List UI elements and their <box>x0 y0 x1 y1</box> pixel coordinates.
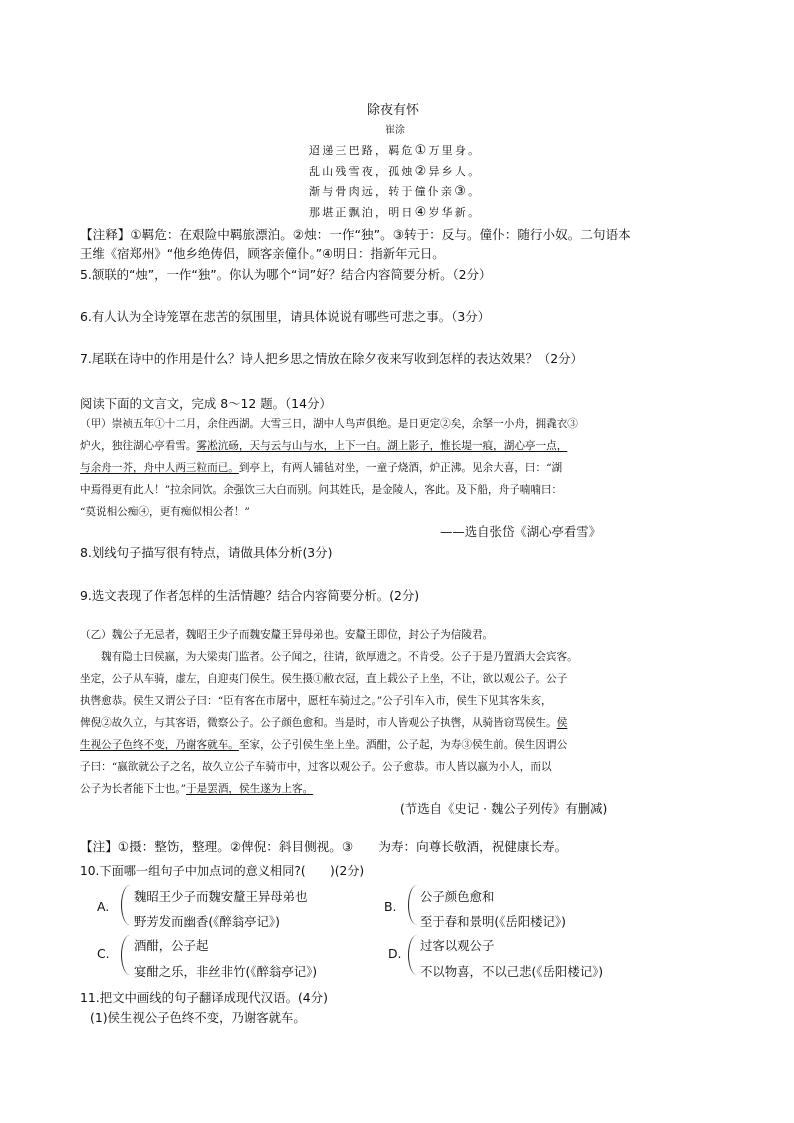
passage-b-line-5: 俾倪②故久立，与其客语，微察公子。公子颜色愈和。当是时，市人皆观公子执辔，从骑皆窃骂侯生。侯 <box>80 717 568 729</box>
brace-icon <box>408 885 418 925</box>
passage-b-line-3: 坐定，公子从车骑，虚左，自迎夷门侯生。侯生摄①敝衣冠，直上载公子上坐，不让，欲以观公子。公子 <box>80 673 568 685</box>
passage-a-line-1: （甲）崇祯五年①十二月，余住西湖。大雪三日，湖中人鸟声俱绝。是日更定②矣，余拏一小舟，拥毳衣③ <box>80 418 578 430</box>
poem-notes-line-2: 王维《宿郑州》“他乡绝俦侣，顾客亲僮仆。”④明日：指新年元日。 <box>80 246 445 261</box>
underlined-sentence: 雾凇沆砀，天与云与山与水，上下一白。湖上影子，惟长堤一痕，湖心亭一点， <box>196 440 568 452</box>
option-b-sentence-2: 至于春和景明(《岳阳楼记》) <box>420 914 566 929</box>
passage-b-line-6: 生视公子色终不变，乃谢客就车。至家，公子引侯生坐上坐。酒酣，公子起，为寿③侯生前。侯生因谓公 <box>80 739 568 751</box>
passage-a-source: ——选自张岱《湖心亭看雪》 <box>440 524 602 539</box>
poem-notes-line-1: 【注释】①羁危：在艰险中羁旅漂泊。②烛：一作“独”。③转于：反与。僮仆：随行小奴。二句语本 <box>80 227 631 242</box>
option-d-sentence-1: 过客以观公子 <box>420 938 495 953</box>
passage-b-line-7: 子曰：“嬴欲就公子之名，故久立公子车骑市中，过客以观公子。公子愈恭。市人皆以嬴为小人，而以 <box>80 761 552 773</box>
option-a-sentence-1: 魏昭王少子而魏安釐王异母弟也 <box>134 889 308 904</box>
option-a-letter: A. <box>97 899 110 914</box>
question-6: 6.有人认为全诗笼罩在悲苦的氛围里，请具体说说有哪些可悲之事。（3分） <box>80 309 491 324</box>
underlined-sentence: 侯 <box>556 717 568 729</box>
option-d-sentence-2: 不以物喜，不以己悲(《岳阳楼记》) <box>420 964 604 979</box>
underlined-sentence: 生视公子色终不变，乃谢客就车。 <box>80 739 239 751</box>
passage-b-line-2: 魏有隐士曰侯嬴，为大梁夷门监者。公子闻之，往请，欲厚遗之。不肯受。公子于是乃置酒大会宾客。 <box>101 651 578 663</box>
passage-a-line-5: “莫说相公痴④，更有痴似相公者！” <box>80 506 250 518</box>
passage-b-source: (节选自《史记 · 魏公子列传》有删减) <box>400 801 608 816</box>
option-b-sentence-1: 公子颜色愈和 <box>420 889 495 904</box>
passage-b-notes: 【注】①摄：整饬，整理。②俾倪：斜目侧视。③ 为寿：向尊长敬酒，祝健康长寿。 <box>80 839 568 854</box>
poem-title: 除夜有怀 <box>367 103 420 118</box>
option-b-letter: B. <box>384 899 397 914</box>
poem-line-4: 那堪正飘泊，明日④岁华新。 <box>309 205 482 220</box>
passage-b-line-1: （乙）魏公子无忌者，魏昭王少子而魏安釐王异母弟也。安釐王即位，封公子为信陵君。 <box>80 629 494 641</box>
passage-a-line-3: 与余舟一芥，舟中人两三粒而已。到亭上，有两人铺毡对坐，一童子烧酒，炉正沸。见余大喜，曰：“湖 <box>80 462 563 474</box>
question-11-item-1: (1)侯生视公子色终不变，乃谢客就车。 <box>90 1010 306 1025</box>
note-mark-4: ④ <box>414 205 429 220</box>
question-5: 5.颔联的“烛”，一作“独”。你认为哪个“词”好？结合内容简要分析。（2分） <box>80 267 492 282</box>
option-c-sentence-2: 宴酣之乐，非丝非竹(《醉翁亭记》) <box>134 964 318 979</box>
brace-icon <box>121 935 131 975</box>
passage-b-line-8: 公子为长者能下士也。”于是罢酒，侯生遂为上客。 <box>80 783 314 795</box>
passage-a-line-4: 中焉得更有此人！”拉余同饮。余强饮三大白而别。问其姓氏，是金陵人，客此。及下船，舟子喃喃曰： <box>80 484 563 496</box>
question-10-stem: 10.下面哪一组句子中加点词的意义相同?( )(2分) <box>80 864 365 878</box>
poem-line-3: 渐与骨肉远，转于僮仆亲③。 <box>309 184 482 199</box>
poem-line-1: 迢递三巴路，羁危①万里身。 <box>309 143 482 158</box>
poem-author: 崔涂 <box>385 125 405 136</box>
passage-a-line-2: 炉火，独往湖心亭看雪。雾凇沆砀，天与云与山与水，上下一白。湖上影子，惟长堤一痕，湖心亭一点， <box>80 440 568 452</box>
brace-icon <box>408 935 418 975</box>
question-8: 8.划线句子描写很有特点，请做具体分析(3分) <box>80 545 333 560</box>
question-7: 7.尾联在诗中的作用是什么？诗人把乡思之情放在除夕夜来写收到怎样的表达效果？（2分） <box>80 351 583 366</box>
passage-b-line-4: 执辔愈恭。侯生又谓公子曰：“臣有客在市屠中，愿枉车骑过之。”公子引车入市，侯生下见其客朱亥， <box>80 695 552 707</box>
question-9: 9.选文表现了作者怎样的生活情趣？结合内容简要分析。(2分) <box>80 588 420 603</box>
note-mark-2: ② <box>414 164 429 179</box>
option-c-letter: C. <box>97 946 110 961</box>
brace-icon <box>121 885 131 925</box>
option-d-letter: D. <box>388 946 402 961</box>
poem-line-2: 乱山残雪夜，孤烛②异乡人。 <box>309 164 482 179</box>
note-mark-3: ③ <box>454 184 469 199</box>
note-mark-1: ① <box>414 143 429 158</box>
underlined-sentence: 与余舟一芥，舟中人两三粒而已。 <box>80 462 239 474</box>
underlined-sentence: 于是罢酒，侯生遂为上客。 <box>186 783 314 795</box>
reading-intro: 阅读下面的文言文，完成 8～12 题。（14分） <box>80 396 332 411</box>
question-11-stem: 11.把文中画线的句子翻译成现代汉语。(4分) <box>80 990 328 1005</box>
option-a-sentence-2: 野芳发而幽香(《醉翁亭记》) <box>134 914 280 929</box>
option-c-sentence-1: 酒酣，公子起 <box>134 938 209 953</box>
